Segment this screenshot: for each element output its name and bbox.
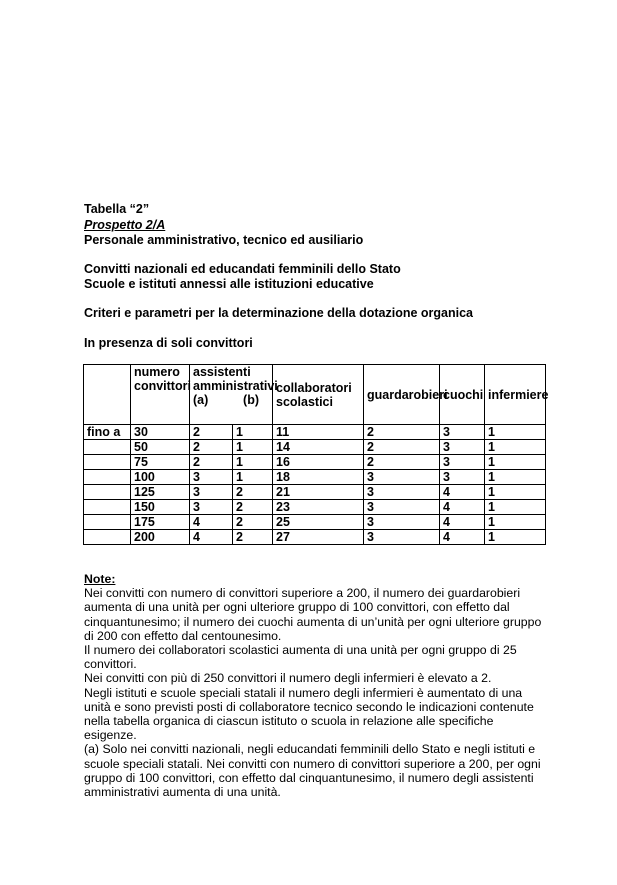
cell-cuochi: 4 [440, 530, 485, 545]
cell-assist-a: 2 [190, 425, 233, 440]
cell-numero: 100 [131, 470, 190, 485]
cell-assist-a: 2 [190, 455, 233, 470]
criteria-title: Criteri e parametri per la determinazione della dotazione organica [84, 306, 474, 320]
cell-infermiere: 1 [485, 440, 546, 455]
header-sub-b: (b) [243, 393, 259, 407]
cell-infermiere: 1 [485, 485, 546, 500]
table-row [84, 515, 546, 530]
table-header-row [84, 365, 546, 425]
table-row [84, 440, 546, 455]
row-prefix-empty [84, 440, 131, 455]
cell-numero: 125 [131, 485, 190, 500]
cell-guardarobieri: 2 [364, 455, 440, 470]
note-paragraph-guardarobieri: Nei convitti con numero di convittori superiore a 200, il numero dei guardarobieri aumenta di una unità per ogni ulteriore gruppo di 100 convittori, con effetto dal cinquantunesimo; il numero dei cuochi aumenta di un’unità per ogni ulteriore gruppo di 200 con effetto dal centounesimo. [84, 586, 542, 643]
table-row [84, 425, 546, 440]
cell-cuochi: 3 [440, 440, 485, 455]
header-cuochi: cuochi [440, 365, 485, 425]
cell-numero: 50 [131, 440, 190, 455]
cell-assist-b: 1 [233, 425, 273, 440]
table-row [84, 455, 546, 470]
cell-numero: 150 [131, 500, 190, 515]
cell-assist-a: 4 [190, 530, 233, 545]
cell-infermiere: 1 [485, 425, 546, 440]
cell-assist-a: 4 [190, 515, 233, 530]
header-collaboratori: collaboratori scolastici [273, 365, 364, 425]
cell-assist-a: 3 [190, 470, 233, 485]
table-row [84, 500, 546, 515]
note-paragraph-istituti-speciali: Negli istituti e scuole speciali statali il numero degli infermieri è aumentato di una unità e sono previsti posti di collaboratore tecnico secondo le indicazioni contenute nella tabella organica di ciascun istituto o scuola in relazione alle specifiche esigenze. [84, 685, 534, 743]
cell-guardarobieri: 3 [364, 500, 440, 515]
cell-cuochi: 4 [440, 485, 485, 500]
cell-assist-b: 2 [233, 530, 273, 545]
row-prefix-empty [84, 515, 131, 530]
row-prefix-empty [84, 500, 131, 515]
institution-line-2: Scuole e istituti annessi alle istituzioni educative [84, 277, 374, 291]
header-assistenti-label: assistenti amministrativi [193, 365, 278, 393]
institution-line-1: Convitti nazionali ed educandati femminili dello Stato [84, 262, 401, 276]
condition-title: In presenza di soli convittori [84, 336, 253, 350]
cell-assist-b: 2 [233, 485, 273, 500]
staffing-table [83, 364, 549, 545]
cell-infermiere: 1 [485, 500, 546, 515]
table-row [84, 470, 546, 485]
cell-assist-b: 2 [233, 515, 273, 530]
cell-infermiere: 1 [485, 455, 546, 470]
header-assistenti [190, 365, 278, 425]
cell-collaboratori: 16 [273, 455, 364, 470]
notes-section [84, 572, 544, 799]
table-row [84, 485, 546, 500]
cell-numero: 175 [131, 515, 190, 530]
note-paragraph-collaboratori: Il numero dei collaboratori scolastici aumenta di una unità per ogni gruppo di 25 convittori. [84, 643, 517, 672]
note-paragraph-infermieri: Nei convitti con più di 250 convittori il numero degli infermieri è elevato a 2. [84, 671, 492, 686]
header-sub-a: (a) [193, 393, 209, 407]
cell-cuochi: 3 [440, 425, 485, 440]
cell-assist-a: 2 [190, 440, 233, 455]
cell-guardarobieri: 3 [364, 470, 440, 485]
notes-title: Note: [84, 572, 116, 586]
cell-collaboratori: 14 [273, 440, 364, 455]
cell-numero: 200 [131, 530, 190, 545]
cell-infermiere: 1 [485, 515, 546, 530]
cell-cuochi: 4 [440, 500, 485, 515]
personnel-title: Personale amministrativo, tecnico ed ausiliario [84, 233, 364, 247]
prospect-title: Prospetto 2/A [84, 218, 166, 232]
cell-collaboratori: 23 [273, 500, 364, 515]
cell-collaboratori: 21 [273, 485, 364, 500]
cell-guardarobieri: 2 [364, 425, 440, 440]
table-row [84, 530, 546, 545]
cell-numero: 75 [131, 455, 190, 470]
header-guardarobieri: guardarobieri [364, 365, 440, 425]
header-infermiere: infermiere [485, 365, 546, 425]
row-prefix-empty [84, 455, 131, 470]
cell-guardarobieri: 2 [364, 440, 440, 455]
row-prefix-empty [84, 485, 131, 500]
cell-assist-b: 1 [233, 470, 273, 485]
cell-collaboratori: 25 [273, 515, 364, 530]
cell-collaboratori: 11 [273, 425, 364, 440]
cell-cuochi: 4 [440, 515, 485, 530]
cell-infermiere: 1 [485, 470, 546, 485]
cell-assist-a: 3 [190, 500, 233, 515]
cell-assist-a: 3 [190, 485, 233, 500]
row-prefix-empty [84, 470, 131, 485]
cell-guardarobieri: 3 [364, 515, 440, 530]
table-label: Tabella “2” [84, 202, 150, 216]
cell-guardarobieri: 3 [364, 485, 440, 500]
cell-cuochi: 3 [440, 470, 485, 485]
header-numero-convittori: numero convittori [131, 365, 190, 425]
row-prefix: fino a [84, 425, 131, 440]
note-paragraph-assistenti: (a) Solo nei convitti nazionali, negli educandati femminili dello Stato e negli istituti e scuole speciali statali. Nei convitti con numero di convittori superiore a 200, per ogni gruppo di 100 convittori, con effetto dal cinquantunesimo, il numero degli assistenti amministrativi aumenta di una unità. [84, 742, 541, 800]
cell-guardarobieri: 3 [364, 530, 440, 545]
cell-assist-b: 2 [233, 500, 273, 515]
cell-infermiere: 1 [485, 530, 546, 545]
header-empty-cell [84, 365, 131, 425]
cell-assist-b: 1 [233, 440, 273, 455]
row-prefix-empty [84, 530, 131, 545]
cell-collaboratori: 18 [273, 470, 364, 485]
cell-assist-b: 1 [233, 455, 273, 470]
cell-numero: 30 [131, 425, 190, 440]
cell-collaboratori: 27 [273, 530, 364, 545]
cell-cuochi: 3 [440, 455, 485, 470]
